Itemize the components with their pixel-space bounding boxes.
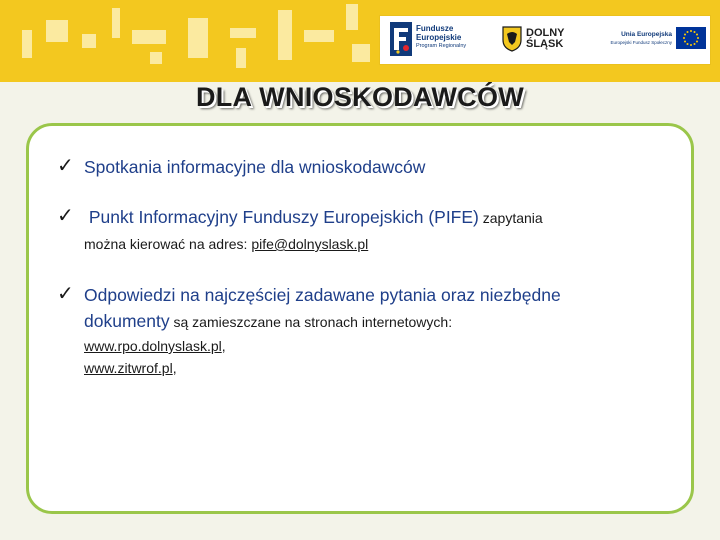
checkmark-icon: ✓ [57, 203, 74, 227]
item-pife [84, 206, 543, 229]
item-odpowiedzi-small: są zamieszczane na stronach internetowych: [169, 314, 453, 330]
header-decoration [352, 44, 370, 62]
fundusze-europejskie-logo [386, 16, 486, 64]
item-odpowiedzi-dokumenty: dokumenty [84, 311, 170, 331]
header-decoration [46, 20, 68, 42]
dolny-slask-line2: ŚLĄSK [526, 38, 564, 50]
link-comma: , [172, 360, 177, 376]
dolny-slask-line1: DOLNY [526, 27, 565, 39]
dolny-slask-logo [498, 16, 578, 64]
item-pife-line2-text: można kierować na adres: [84, 236, 252, 252]
fundusze-line2: Europejskie [416, 33, 462, 42]
header-decoration [132, 30, 166, 44]
link-row [84, 360, 177, 376]
header-decoration [82, 34, 96, 48]
link-comma: , [221, 338, 226, 354]
link-row [84, 338, 226, 354]
item-pife-small: zapytania [478, 210, 543, 226]
unia-europejska-logo [600, 16, 708, 64]
header-decoration [188, 18, 208, 58]
fundusze-europejskie-icon [390, 22, 412, 56]
header-decoration [230, 28, 256, 38]
header-decoration [304, 30, 334, 42]
item-odpowiedzi-line1: Odpowiedzi na najczęściej zadawane pytania oraz niezbędne [84, 285, 561, 305]
header-decoration [112, 8, 120, 38]
unia-line2: Europejski Fundusz Społeczny [610, 40, 672, 45]
header-decoration [22, 30, 32, 58]
header-decoration [150, 52, 162, 64]
item-pife-text: Punkt Informacyjny Funduszy Europejskich (PIFE) [84, 207, 479, 227]
rpo-link[interactable]: www.rpo.dolnyslask.pl [84, 338, 222, 354]
zitwrof-link[interactable]: www.zitwrof.pl [84, 360, 173, 376]
header-decoration [346, 4, 358, 30]
checkmark-icon: ✓ [57, 153, 74, 177]
header-decoration [278, 10, 292, 60]
page-title: DLA WNIOSKODAWCÓW [195, 82, 525, 112]
eu-flag-icon [676, 27, 706, 49]
eagle-shield-icon [502, 26, 522, 52]
unia-line1: Unia Europejska [621, 31, 672, 38]
item-pife-line2 [84, 236, 368, 252]
pife-email-link[interactable]: pife@dolnyslask.pl [251, 236, 369, 252]
header-decoration [236, 48, 246, 68]
logo-bar [380, 16, 710, 64]
header-band [0, 0, 720, 82]
item-odpowiedzi-line2 [84, 310, 452, 333]
item-spotkania: Spotkania informacyjne dla wnioskodawców [84, 157, 426, 177]
checkmark-icon: ✓ [57, 281, 74, 305]
fundusze-line3: Program Regionalny [416, 43, 467, 49]
fundusze-line1: Fundusze [416, 24, 454, 33]
